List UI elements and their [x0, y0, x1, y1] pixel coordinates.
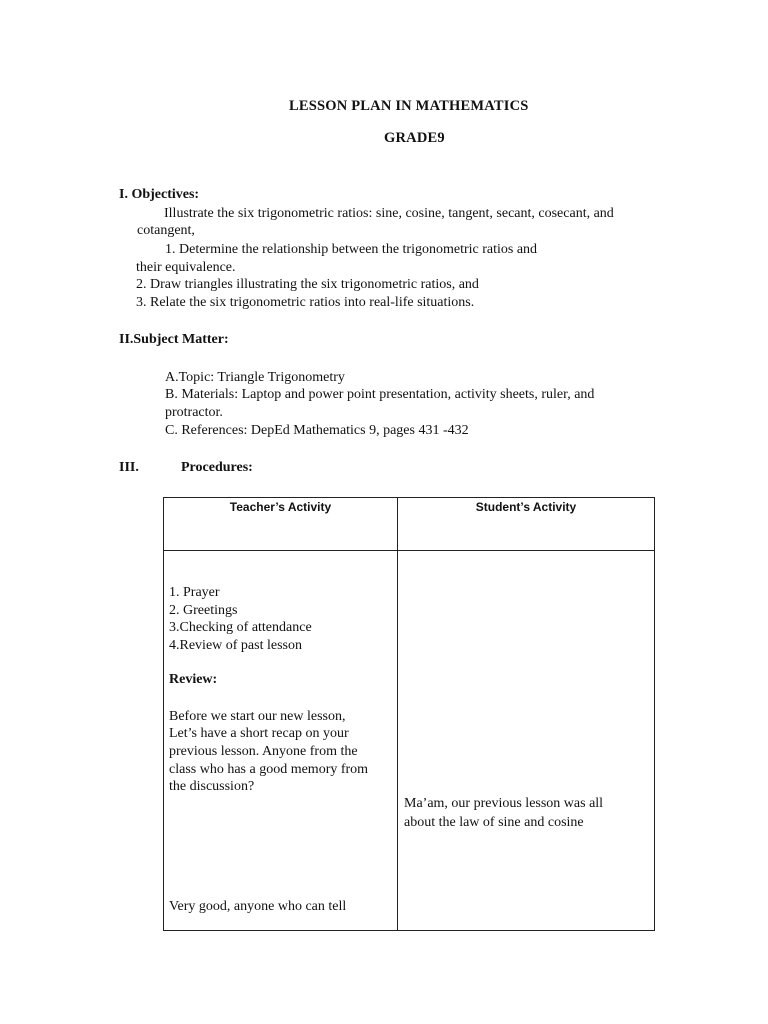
- student-activity-header: Student’s Activity: [475, 500, 577, 514]
- review-line: class who has a good memory from: [169, 762, 369, 777]
- table-header-divider: [164, 550, 654, 551]
- subject-matter-line: protractor.: [165, 405, 223, 420]
- document-title: LESSON PLAN IN MATHEMATICS: [289, 98, 529, 114]
- subject-matter-line: A.Topic: Triangle Trigonometry: [165, 370, 345, 385]
- teacher-activity-line: 2. Greetings: [169, 603, 238, 618]
- review-line: previous lesson. Anyone from the: [169, 744, 358, 759]
- objective-line: cotangent,: [137, 223, 195, 238]
- teacher-activity-line: 4.Review of past lesson: [169, 638, 302, 653]
- teacher-closing-line: Very good, anyone who can tell: [169, 899, 347, 914]
- procedures-heading: Procedures:: [181, 460, 253, 475]
- review-line: Let’s have a short recap on your: [169, 726, 349, 741]
- review-line: the discussion?: [169, 779, 255, 794]
- objectives-heading: I. Objectives:: [119, 187, 200, 202]
- student-activity-line: Ma’am, our previous lesson was all: [404, 796, 604, 811]
- objective-line: 3. Relate the six trigonometric ratios into real-life situations.: [136, 295, 475, 310]
- objective-line: 1. Determine the relationship between the trigonometric ratios and: [165, 242, 538, 257]
- subject-matter-line: C. References: DepEd Mathematics 9, pages 431 -432: [165, 423, 469, 438]
- review-label: Review:: [169, 672, 218, 687]
- procedures-table: [163, 497, 655, 931]
- objective-line: 2. Draw triangles illustrating the six trigonometric ratios, and: [136, 277, 479, 292]
- objective-line: their equivalence.: [136, 260, 236, 275]
- subject-matter-line: B. Materials: Laptop and power point presentation, activity sheets, ruler, and: [165, 387, 595, 402]
- teacher-activity-line: 3.Checking of attendance: [169, 620, 312, 635]
- subject-matter-heading: II.Subject Matter:: [119, 332, 229, 347]
- student-activity-line: about the law of sine and cosine: [404, 815, 584, 830]
- review-line: Before we start our new lesson,: [169, 709, 346, 724]
- procedures-numeral: III.: [119, 460, 139, 475]
- objective-line: Illustrate the six trigonometric ratios: sine, cosine, tangent, secant, cosecant, and: [164, 206, 614, 221]
- teacher-activity-header: Teacher’s Activity: [229, 500, 332, 514]
- table-column-divider: [397, 498, 398, 930]
- teacher-activity-line: 1. Prayer: [169, 585, 220, 600]
- grade-label: GRADE9: [384, 130, 445, 146]
